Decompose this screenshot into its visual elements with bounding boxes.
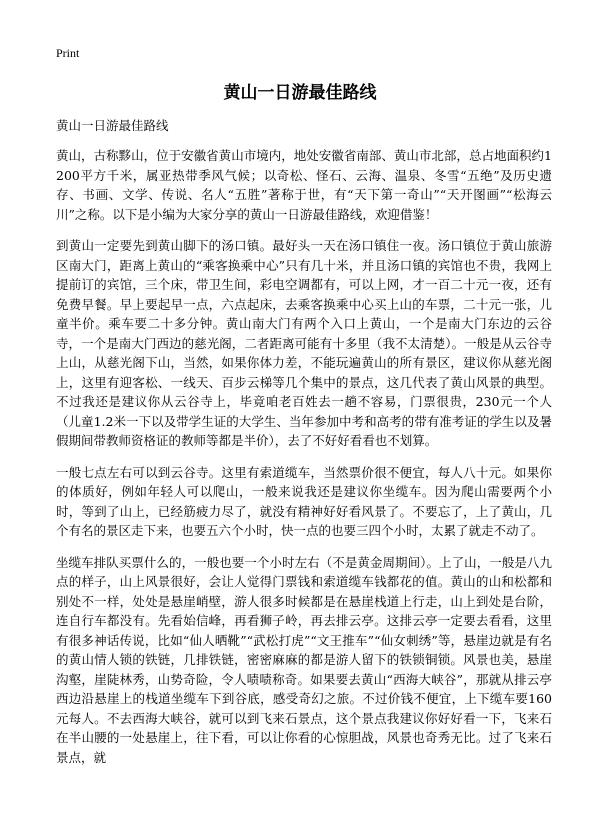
paragraph-intro: 黄山，古称黟山，位于安徽省黄山市境内，地处安徽省南部、黄山市北部，总占地面积约1200平方千米，属亚热带季风气候；以奇松、怪石、云海、温泉、冬雪“五绝”及历史遗存、书画、文学、传说、名人“五胜”著称于世，有“天下第一奇山”“天开图画”“松海云川”之称。以下是小编为大家分享的黄山一日游最佳路线，欢迎借鉴！ bbox=[56, 148, 552, 222]
print-link[interactable]: Print bbox=[56, 46, 80, 60]
article-subtitle: 黄山一日游最佳路线 bbox=[56, 118, 169, 133]
page-title: 黄山一日游最佳路线 bbox=[223, 83, 377, 103]
paragraph-yungu-temple: 一般七点左右可以到云谷寺。这里有索道缆车，当然票价很不便宜，每人八十元。如果你的体质好，例如年轻人可以爬山，一般来说我还是建议你坐缆车。因为爬山需要两个小时，等到了山上，已经筋疲力尽了，就没有精神好好看风景了。不要忘了，上了黄山，几个有名的景区走下来，也要五六个小时，快一点的也要三四个小时，太累了就走不动了。 bbox=[56, 464, 552, 538]
paragraph-tangkou: 到黄山一定要先到黄山脚下的汤口镇。最好头一天在汤口镇住一夜。汤口镇位于黄山旅游区南大门，距离上黄山的“乘客换乘中心”只有几十米，并且汤口镇的宾馆也不贵，我网上提前订的宾馆，三个床，带卫生间，彩电空调都有，可以上网，才一百二十元一夜，还有免费早餐。早上要起早一点，六点起床，去乘客换乘中心买上山的车票，二十元一张，儿童半价。乘车要二十多分钟。黄山南大门有两个入口上黄山，一个是南大门东边的云谷寺，一个是南大门西边的慈光阁，二者距离可能有十多里（我不太清楚）。一般是从云谷寺上山，从慈光阁下山，当然，如果你体力差，不能玩遍黄山的所有景区，建议你从慈光阁上，这里有迎客松、一线天、百步云梯等几个集中的景点，这几代表了黄山风景的典型。不过我还是建议你从云谷寺上，毕竟咱老百姓去一趟不容易，门票很贵，230元一个人（儿童1.2米一下以及带学生证的大学生、当年参加中考和高考的带有准考证的学生以及暑假期间带教师资格证的教师等都是半价），去了不好好看看也不划算。 bbox=[56, 238, 552, 448]
article-body bbox=[56, 116, 552, 779]
paragraph-cable-car: 坐缆车排队买票什么的，一般也要一个小时左右（不是黄金周期间）。上了山，一般是八九点的样子，山上风景很好，会让人觉得门票钱和索道缆车钱都花的值。黄山的山和松都和别处不一样，处处是悬崖峭壁，游人很多时候都是在悬崖栈道上行走，山上到处是台阶，连自行车都没有。先看始信峰，再看狮子岭，再去排云亭。这排云亭一定要去看看，这里有很多神话传说，比如“仙人晒靴”“武松打虎”“文王推车”“仙女刺绣”等，悬崖边就是有名的黄山情人锁的铁链，几排铁链，密密麻麻的都是游人留下的铁锁铜锁。风景也美，悬崖沟壑，崖陡林秀，山势奇险，令人啧啧称奇。如果要去黄山“西海大峡谷”，那就从排云亭西边沿悬崖上的栈道坐缆车下到谷底，感受奇幻之旅。不过价钱不便宜，上下缆车要160元每人。不去西海大峡谷，就可以到飞来石景点，这个景点我建议你好好看一下，飞来石在半山腰的一处悬崖上，往下看，可以让你看的心惊胆战，风景也奇秀无比。过了飞来石景点，就 bbox=[56, 554, 552, 765]
